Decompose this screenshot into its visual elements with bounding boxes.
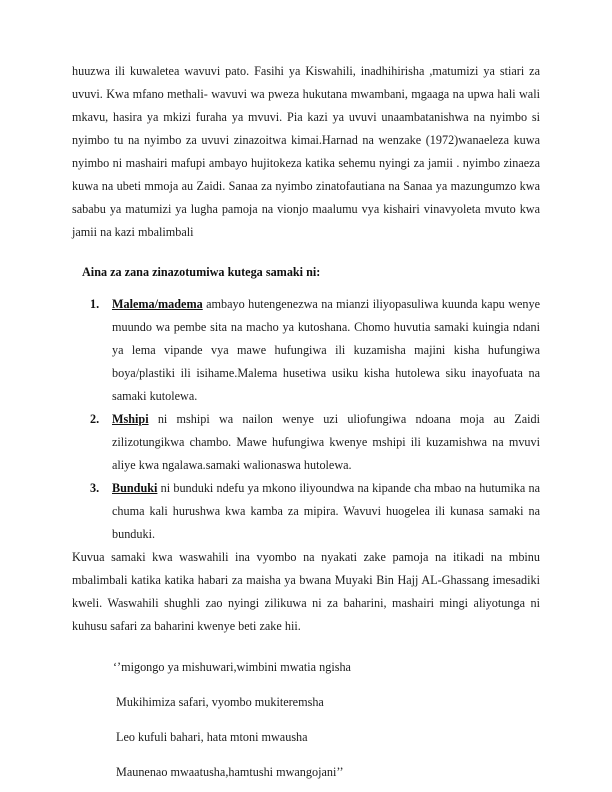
list-item xyxy=(72,477,540,546)
poem-line: Maunenao mwaatusha,hamtushi mwangojani’’ xyxy=(116,765,344,779)
poem-block xyxy=(72,638,540,792)
intro-paragraph: huuzwa ili kuwaletea wavuvi pato. Fasihi ya Kiswahili, inadhihirisha ,matumizi ya stiari za uvuvi. Kwa mfano methali- wavuvi wa pweza hukutana mwambani, mgaaga na upwa hali wali mkavu, hasira ya mkizi furaha ya mvuvi. Pia kazi ya uvuvi unaambatanishwa na nyimbo si nyimbo tu na nyimbo za uvuvi zinazoitwa kimai.Harnad na wenzake (1972)wanaeleza kuwa nyimbo ni mashairi mafupi ambayo hujitokeza katika sehemu nyingi za jamii . nyimbo zinaeza kuwa na ubeti mmoja au Zaidi. Sanaa za nyimbo zinatofautiana na Sanaa ya mazungumzo kwa sababu ya matumizi ya lugha pamoja na vionjo maalumu vya kishairi vinavyoleta mvuto kwa jamii na kazi mbalimbali xyxy=(72,64,540,239)
section-heading: Aina za zana zinazotumiwa kutega samaki ni: xyxy=(82,265,321,279)
poem-line: ‘’migongo ya mishuwari,wimbini mwatia ngisha xyxy=(113,660,351,674)
poem-line: Leo kufuli bahari, hata mtoni mwausha xyxy=(116,730,308,744)
list-item-term: Mshipi xyxy=(112,412,149,426)
list-item-text: ni bunduki ndefu ya mkono iliyoundwa na kipande cha mbao na hutumika na chuma kali hurushwa kwa kamba za mipira. Wavuvi huogelea ili kunasa samaki na bunduki. xyxy=(112,481,540,541)
list-item-text: ambayo hutengenezwa na mianzi iliyopasuliwa kuunda kapu wenye muundo wa pembe sita na macho ya kutoshana. Chomo huvutia samaki kuingia ndani ya lema vipande vya mawe hufungiwa ili kuzamisha majini kisha hufungiwa boya/plastiki ili isihame.Malema husetiwa usiku kisha hutolewa siku inayofuata na samaki kutolewa. xyxy=(112,297,540,403)
closing-paragraph: Kuvua samaki kwa waswahili ina vyombo na nyakati zake pamoja na itikadi na mbinu mbalimbali katika katika habari za maisha ya bwana Muyaki Bin Hajj AL-Ghassang imesadiki kweli. Waswahili shughli zao nyingi zilikuwa ni za baharini, mashairi mingi aliyotunga ni kuhusu safari za baharini kwenye beti zake hii. xyxy=(72,550,540,633)
list-item-term: Bunduki xyxy=(112,481,158,495)
list-item xyxy=(72,293,540,408)
list-item-marker: 2. xyxy=(90,412,100,426)
fishing-tools-list xyxy=(72,293,540,546)
poem-line: Mukihimiza safari, vyombo mukiteremsha xyxy=(116,695,324,709)
list-item xyxy=(72,408,540,477)
list-item-text: ni mshipi wa nailon wenye uzi uliofungiwa ndoana moja au Zaidi zilizotungikwa chambo. Mawe hufungiwa kwenye mshipi ili kuzamishwa na mvuvi aliye kwa ngalawa.samaki walionaswa hutolewa. xyxy=(112,412,540,472)
list-item-marker: 1. xyxy=(90,297,100,311)
list-item-marker: 3. xyxy=(90,481,100,495)
list-item-term: Malema/madema xyxy=(112,297,203,311)
document-content xyxy=(72,60,540,792)
